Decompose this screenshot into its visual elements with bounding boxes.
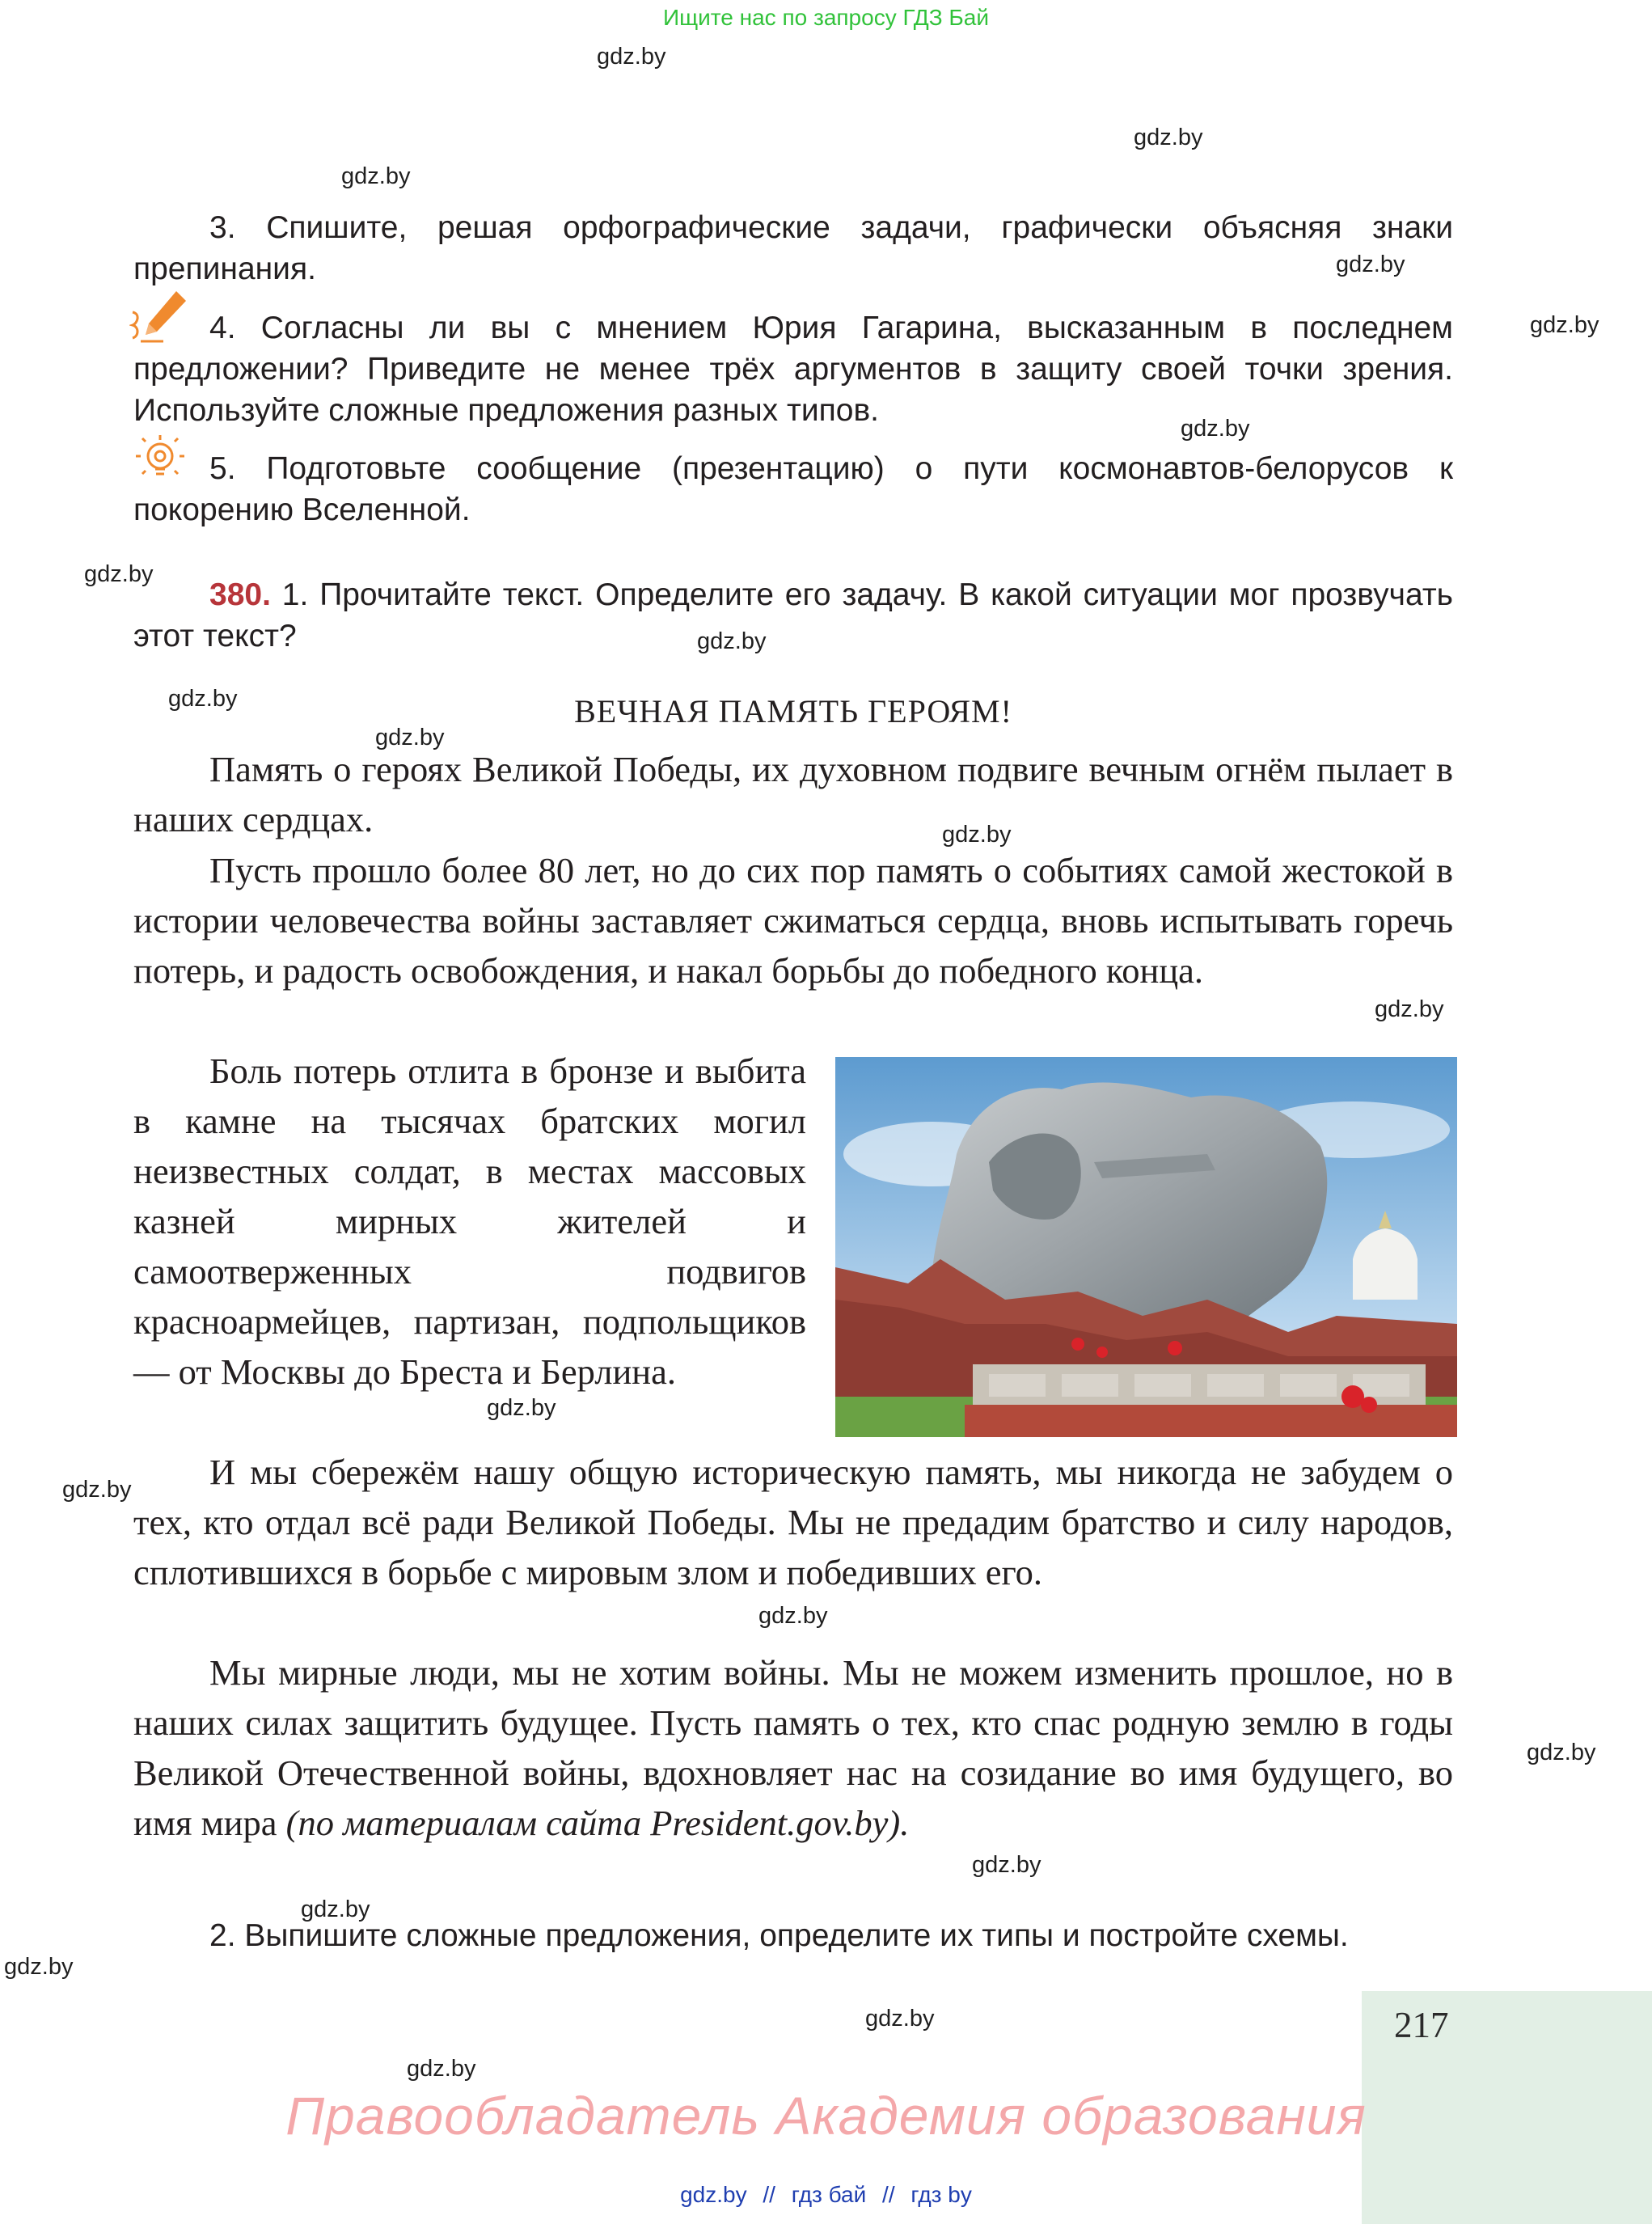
paragraph-2: Пусть прошло более 80 лет, но до сих пор память о событиях самой жестокой в истории человечества войны заставляет сжиматься сердца, вновь испытывать горечь потерь, и радость освобождения, и накал борьбы до победного конца.	[133, 850, 1453, 991]
exercise-380-task-1	[133, 574, 1453, 657]
paragraph-1: Память о героях Великой Победы, их духовном подвиге вечным огнём пылает в наших сердцах.	[133, 749, 1453, 839]
watermark: gdz.by	[407, 2056, 476, 2082]
task-3: 3. Спишите, решая орфографические задачи, графически объясняя знаки препинания.	[133, 210, 1453, 286]
watermark: gdz.by	[487, 1395, 556, 1421]
footer-link-gdz-by-cyr[interactable]: гдз by	[911, 2182, 972, 2207]
copyright-notice: Правообладатель Академия образования	[285, 2086, 1367, 2146]
paragraph-4: И мы сбережём нашу общую историческую память, мы никогда не забудем о тех, кто отдал всё ради Великой Победы. Мы не предадим братство и силу народов, сплотившихся в борьбе с мировым злом и победивших его.	[133, 1452, 1453, 1592]
footer-link-gdz-bai[interactable]: гдз бай	[791, 2182, 867, 2207]
watermark: gdz.by	[341, 163, 411, 189]
watermark: gdz.by	[1527, 1740, 1596, 1765]
watermark: gdz.by	[972, 1852, 1041, 1878]
footer-separator: //	[882, 2182, 895, 2207]
exercise-task-2: 2. Выпишите сложные предложения, определите их типы и постройте схемы.	[209, 1918, 1349, 1953]
watermark: gdz.by	[375, 725, 445, 750]
task-5: 5. Подготовьте сообщение (презентацию) о пути космонавтов-белорусов к покорению Вселенной.	[133, 451, 1453, 527]
watermark: gdz.by	[1530, 312, 1599, 338]
top-banner[interactable]: Ищите нас по запросу ГДЗ Бай	[662, 5, 990, 30]
watermark: gdz.by	[84, 561, 154, 587]
watermark: gdz.by	[301, 1896, 370, 1922]
source-citation: (по материалам сайта President.gov.by).	[277, 1803, 910, 1843]
paragraph-3: Боль потерь отлита в бронзе и выбита в камне на тысячах братских могил неизвестных солдат, в местах массовых казней мирных жителей и самоотверженных подвигов красноармейцев, партизан, подпольщиков — от Москвы до Бреста и Берлина.	[133, 1051, 806, 1392]
watermark: gdz.by	[697, 628, 767, 654]
watermark: gdz.by	[597, 44, 666, 70]
brest-fortress-monument-photo	[835, 1057, 1457, 1437]
task-4: 4. Согласны ли вы с мнением Юрия Гагарина, высказанным в последнем предложении? Приведите не менее трёх аргументов в защиту своей точки зрения. Используйте сложные предложения разных типов.	[133, 311, 1453, 428]
exercise-task-1-text: 1. Прочитайте текст. Определите его задачу. В какой ситуации мог прозвучать этот текст?	[133, 577, 1453, 653]
watermark: gdz.by	[1336, 252, 1405, 277]
paragraph-5	[133, 1647, 1453, 1848]
watermark: gdz.by	[4, 1954, 74, 1980]
text-title: ВЕЧНАЯ ПАМЯТЬ ГЕРОЯМ!	[574, 693, 1012, 729]
footer-separator: //	[763, 2182, 775, 2207]
page-number: 217	[1394, 2005, 1449, 2045]
watermark: gdz.by	[1134, 125, 1203, 150]
footer-links	[0, 2182, 1652, 2208]
footer-link-gdz-by[interactable]: gdz.by	[680, 2182, 747, 2207]
watermark: gdz.by	[1181, 416, 1250, 442]
paragraph-5-text: Мы мирные люди, мы не хотим войны. Мы не можем изменить прошлое, но в наших силах защитить будущее. Пусть память о тех, кто спас родную землю в годы Великой Отечественной войны, вдохновляет нас на созидание во имя будущего, во имя мира	[133, 1652, 1453, 1843]
watermark: gdz.by	[62, 1477, 132, 1503]
watermark: gdz.by	[758, 1603, 828, 1629]
watermark: gdz.by	[168, 686, 238, 712]
watermark: gdz.by	[942, 822, 1012, 848]
exercise-number: 380.	[209, 577, 271, 612]
watermark: gdz.by	[865, 2006, 935, 2032]
watermark: gdz.by	[1375, 996, 1444, 1022]
